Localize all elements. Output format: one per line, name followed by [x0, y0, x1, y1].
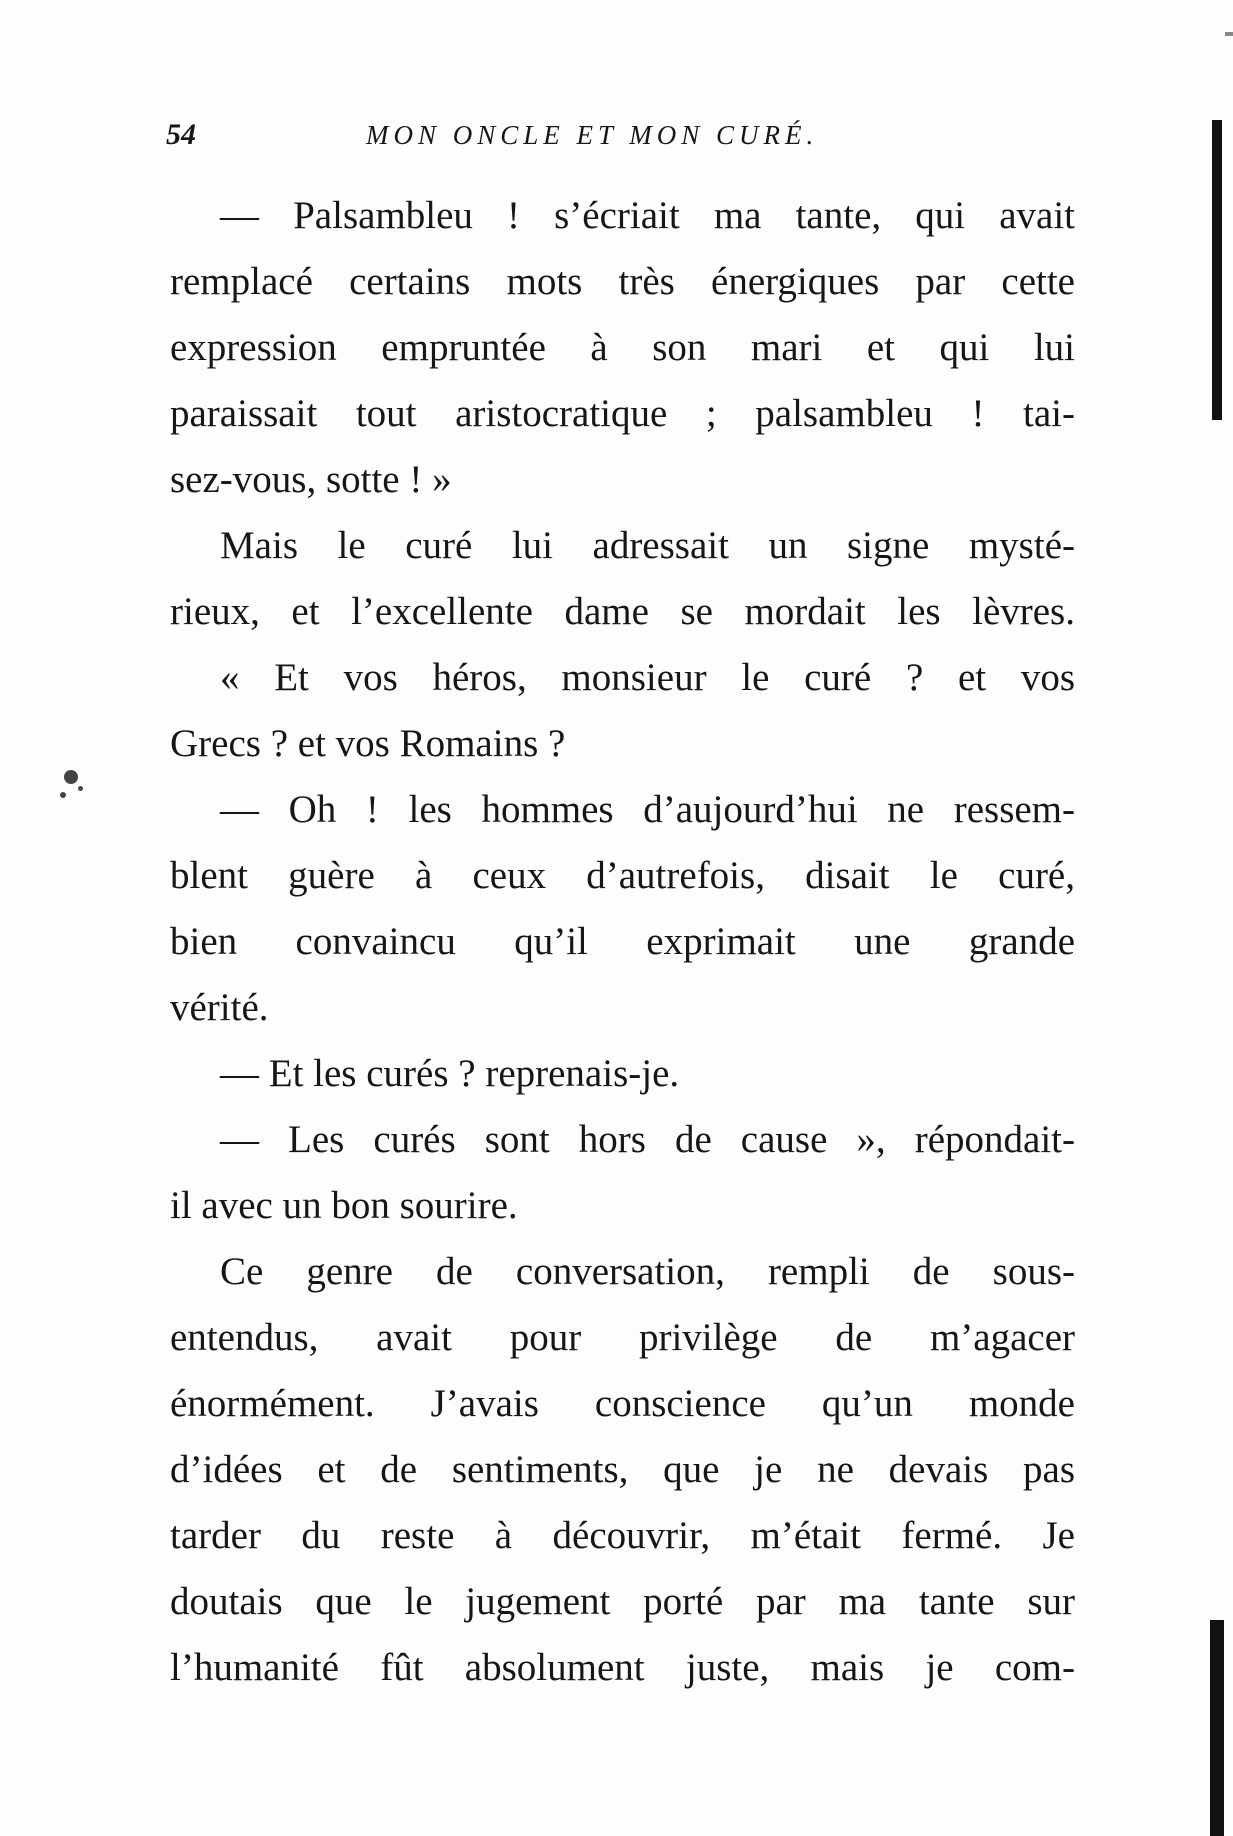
text-line: il avec un bon sourire.: [170, 1184, 518, 1227]
text-line: blent guère à ceux d’autrefois, disait le curé,: [170, 854, 1075, 897]
text-line: Ce genre de conversation, rempli de sous-: [220, 1250, 1075, 1293]
text-line: remplacé certains mots très énergiques par cette: [170, 260, 1075, 303]
running-head: [166, 118, 866, 166]
text-line: — Et les curés ? reprenais-je.: [220, 1052, 680, 1095]
scan-speck: [60, 792, 66, 798]
text-line: paraissait tout aristocratique ; palsambleu ! tai-: [170, 392, 1075, 435]
text-line: — Palsambleu ! s’écriait ma tante, qui avait: [220, 194, 1075, 237]
text-line: — Oh ! les hommes d’aujourd’hui ne ressem-: [220, 788, 1075, 831]
text-line: Mais le curé lui adressait un signe mysté-: [220, 524, 1075, 567]
body-text: [170, 183, 1075, 1701]
text-line: doutais que le jugement porté par ma tante sur: [170, 1580, 1075, 1623]
text-line: entendus, avait pour privilège de m’agacer: [170, 1316, 1075, 1359]
page-number: 54: [166, 118, 196, 151]
text-line: d’idées et de sentiments, que je ne devais pas: [170, 1448, 1075, 1491]
scan-speck: [64, 770, 78, 784]
running-title: MON ONCLE ET MON CURÉ.: [366, 120, 819, 150]
scan-edge-mark-right-upper: [1212, 120, 1222, 420]
scan-edge-mark-right-lower: [1210, 1620, 1224, 1836]
text-line: énormément. J’avais conscience qu’un monde: [170, 1382, 1075, 1425]
text-line: — Les curés sont hors de cause », répondait-: [220, 1118, 1075, 1161]
text-line: tarder du reste à découvrir, m’était fermé. Je: [170, 1514, 1075, 1557]
text-line: « Et vos héros, monsieur le curé ? et vos: [220, 656, 1075, 699]
scan-edge-mark-top: [1225, 32, 1233, 36]
text-line: expression empruntée à son mari et qui lui: [170, 326, 1075, 369]
text-line: Grecs ? et vos Romains ?: [170, 722, 566, 765]
text-line: rieux, et l’excellente dame se mordait les lèvres.: [170, 590, 1075, 633]
scan-speck: [78, 786, 83, 791]
text-line: bien convaincu qu’il exprimait une grande: [170, 920, 1075, 963]
text-line: vérité.: [170, 986, 269, 1029]
text-line: sez-vous, sotte ! »: [170, 458, 452, 501]
text-line: l’humanité fût absolument juste, mais je com-: [170, 1646, 1075, 1689]
